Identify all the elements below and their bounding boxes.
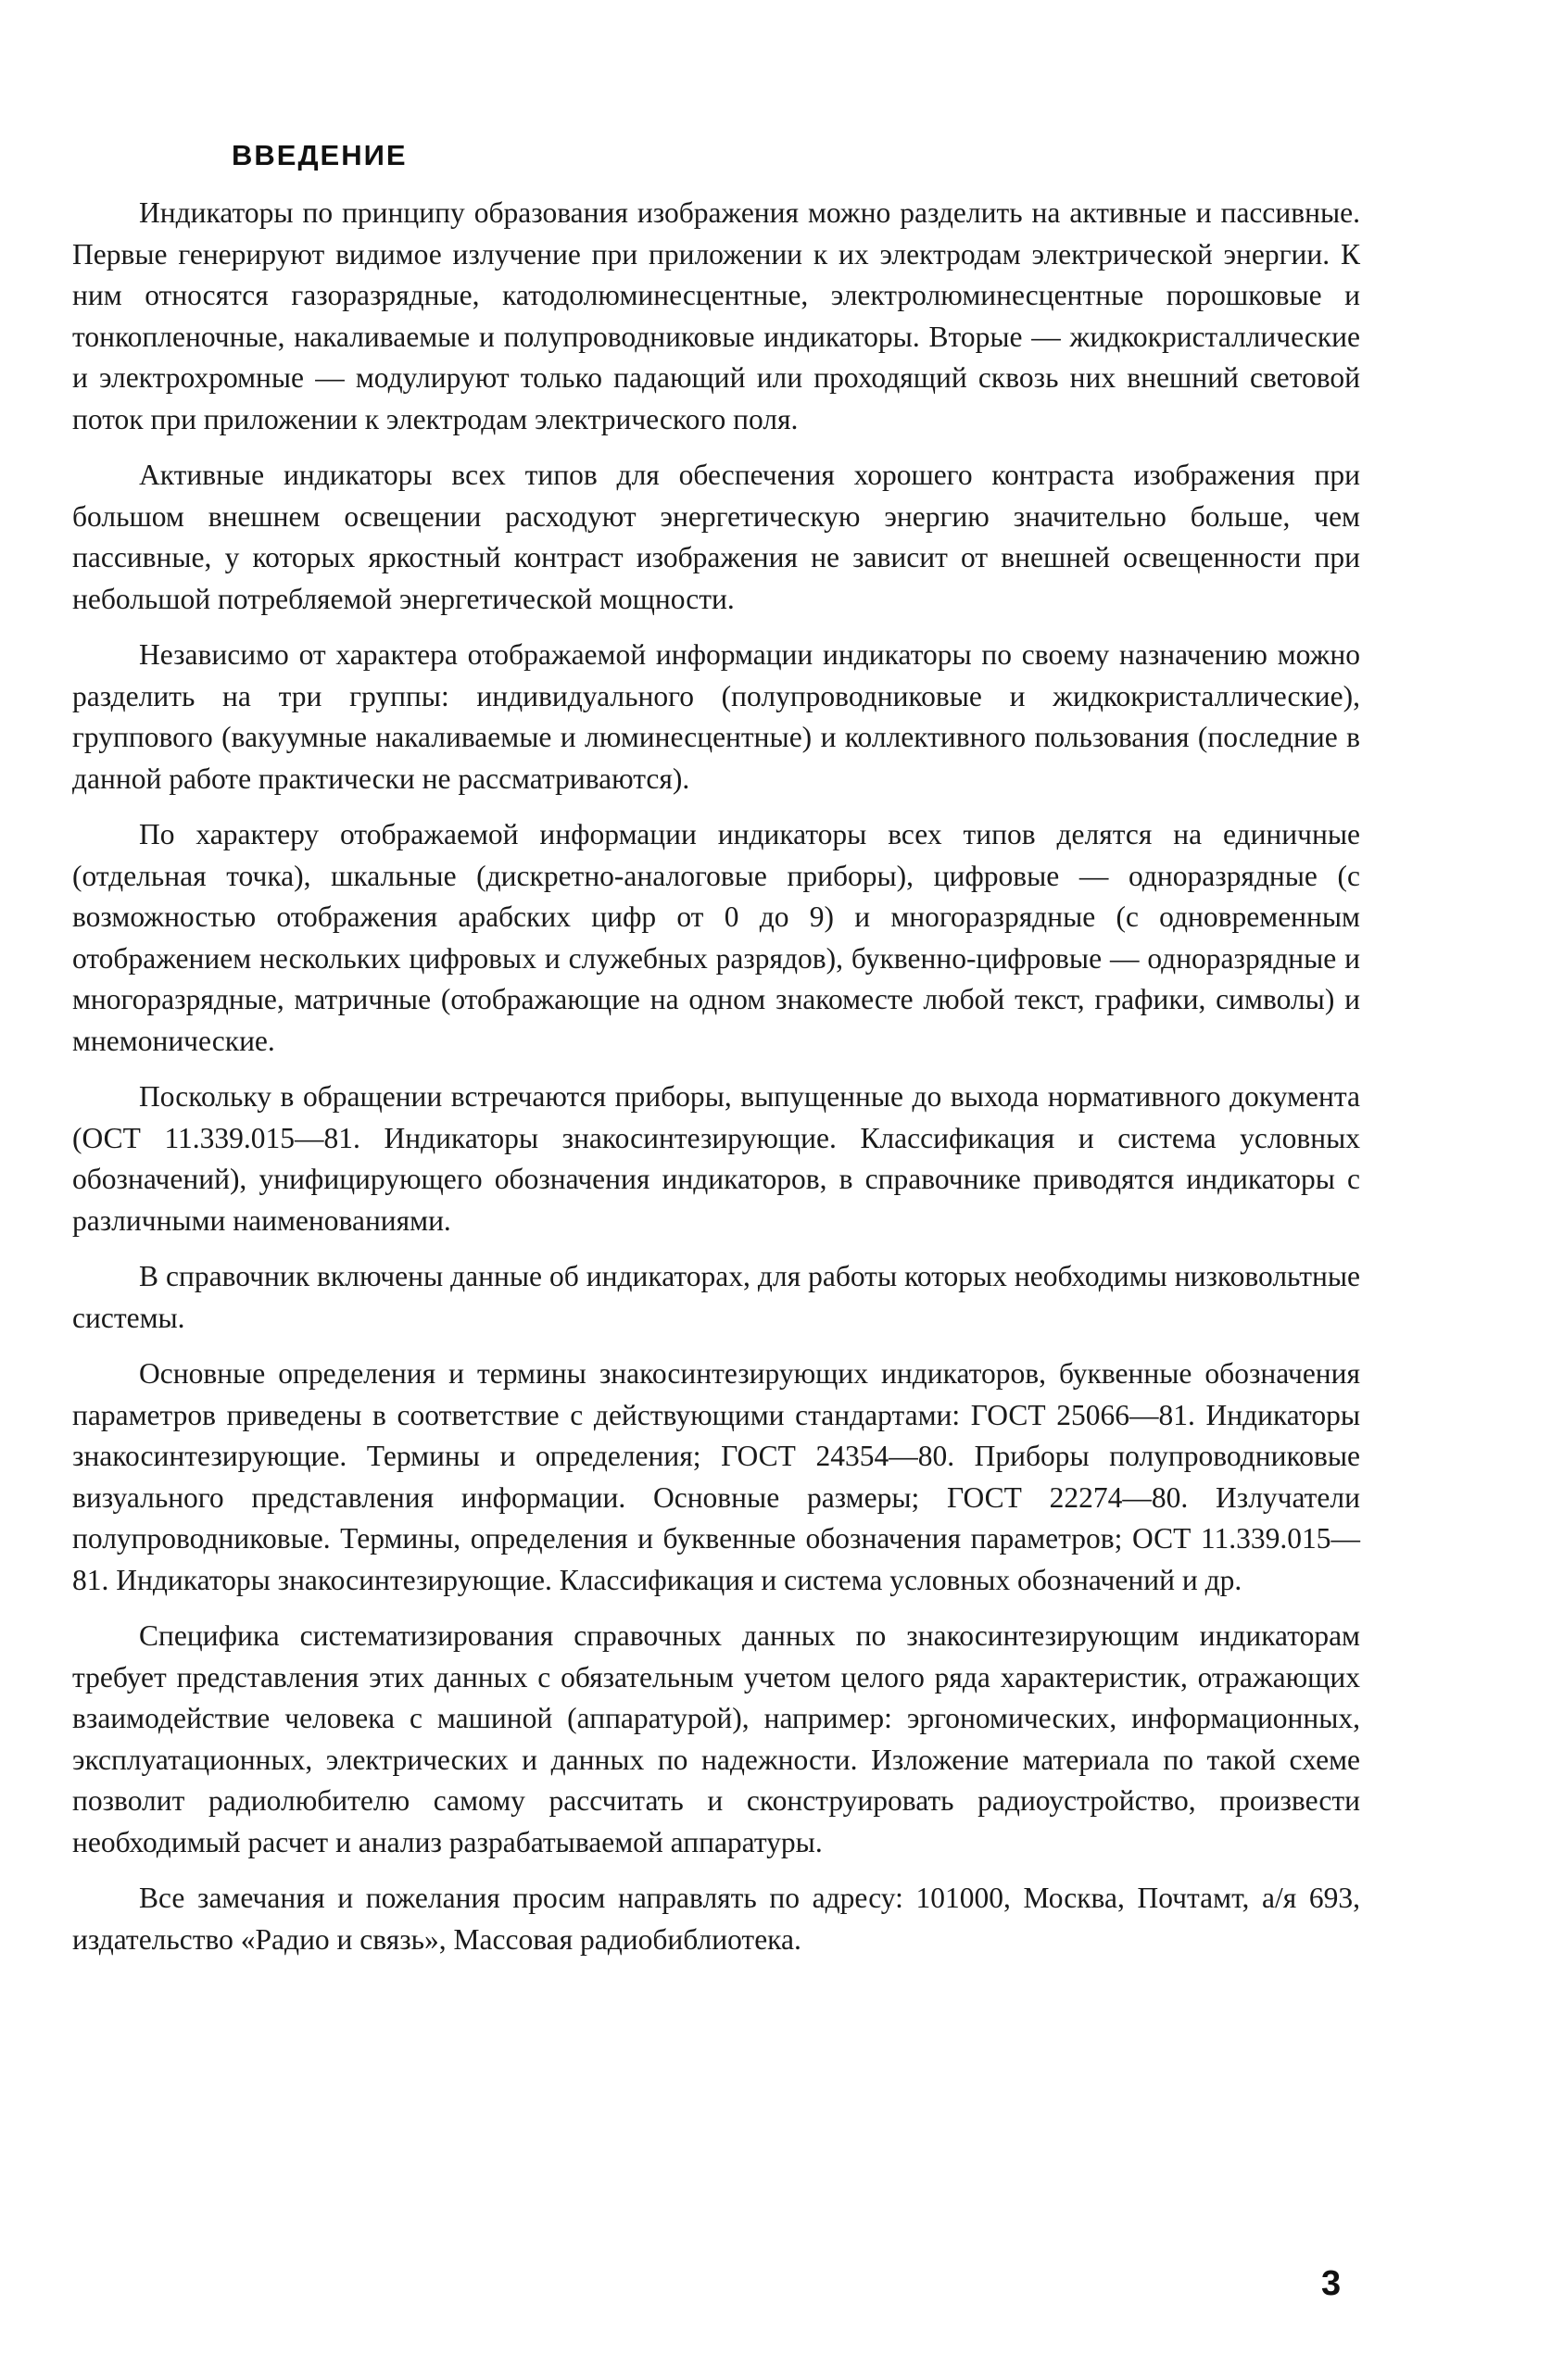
paragraph-4: По характеру отображаемой информации индикаторы всех типов делятся на единичные (отдельная точка), шкальные (дискретно-аналоговые приборы), цифровые — одноразрядные (с возможностью отображения арабских цифр от 0 до 9) и многоразрядные (с одновременным отображением нескольких цифровых и служебных разрядов), буквенно-цифровые — одноразрядные и многоразрядные, матричные (отображающие на одном знакоместе любой текст, графики, символы) и мнемонические.	[72, 818, 1360, 1057]
paragraph-3: Независимо от характера отображаемой информации индикаторы по своему назначению можно разделить на три группы: индивидуального (полупроводниковые и жидкокристаллические), группового (вакуумные накаливаемые и люминесцентные) и коллективного пользования (последние в данной работе практически не рассматриваются).	[72, 638, 1360, 795]
paragraph-6: В справочник включены данные об индикаторах, для работы которых необходимы низковольтные системы.	[72, 1260, 1360, 1334]
page-number: 3	[1321, 2264, 1342, 2303]
paragraph-7: Основные определения и термины знакосинтезирующих индикаторов, буквенные обозначения параметров приведены в соответствие с действующими стандартами: ГОСТ 25066—81. Индикаторы знакосинтезирующие. Термины и определения; ГОСТ 24354—80. Приборы полупроводниковые визуального представления информации. Основные размеры; ГОСТ 22274—80. Излучатели полупроводниковые. Термины, определения и буквенные обозначения параметров; ОСТ 11.339.015—81. Индикаторы знакосинтезирующие. Классификация и система условных обозначений и др.	[72, 1357, 1360, 1596]
paragraph-5: Поскольку в обращении встречаются приборы, выпущенные до выхода нормативного документа (ОСТ 11.339.015—81. Индикаторы знакосинтезирующие. Классификация и система условных обозначений), унифицирующего обозначения индикаторов, в справочнике приводятся индикаторы с различными наименованиями.	[72, 1080, 1360, 1237]
paragraph-2: Активные индикаторы всех типов для обеспечения хорошего контраста изображения при большом внешнем освещении расходуют энергетическую энергию значительно больше, чем пассивные, у которых яркостный контраст изображения не зависит от внешней освещенности при небольшой потребляемой энергетической мощности.	[72, 459, 1360, 615]
section-heading: ВВЕДЕНИЕ	[232, 139, 408, 171]
paragraph-1: Индикаторы по принципу образования изображения можно разделить на активные и пассивные. Первые генерируют видимое излучение при приложении к их электродам электрической энергии. К ним относятся газоразрядные, катодолюминесцентные, электролюминесцентные порошковые и тонкопленочные, накаливаемые и полупроводниковые индикаторы. Вторые — жидкокристаллические и электрохромные — модулируют только падающий или проходящий сквозь них внешний световой поток при приложении к электродам электрического поля.	[72, 196, 1360, 435]
paragraph-9: Все замечания и пожелания просим направлять по адресу: 101000, Москва, Почтамт, а/я 693, издательство «Радио и связь», Массовая радиобиблиотека.	[72, 1882, 1360, 1956]
document-page	[72, 139, 1360, 1975]
paragraph-8: Специфика систематизирования справочных данных по знакосинтезирующим индикаторам требует представления этих данных с обязательным учетом целого ряда характеристик, отражающих взаимодействие человека с машиной (аппаратурой), например: эргономических, информационных, эксплуатационных, электрических и данных по надежности. Изложение материала по такой схеме позволит радиолюбителю самому рассчитать и сконструировать радиоустройство, произвести необходимый расчет и анализ разрабатываемой аппаратуры.	[72, 1619, 1360, 1858]
